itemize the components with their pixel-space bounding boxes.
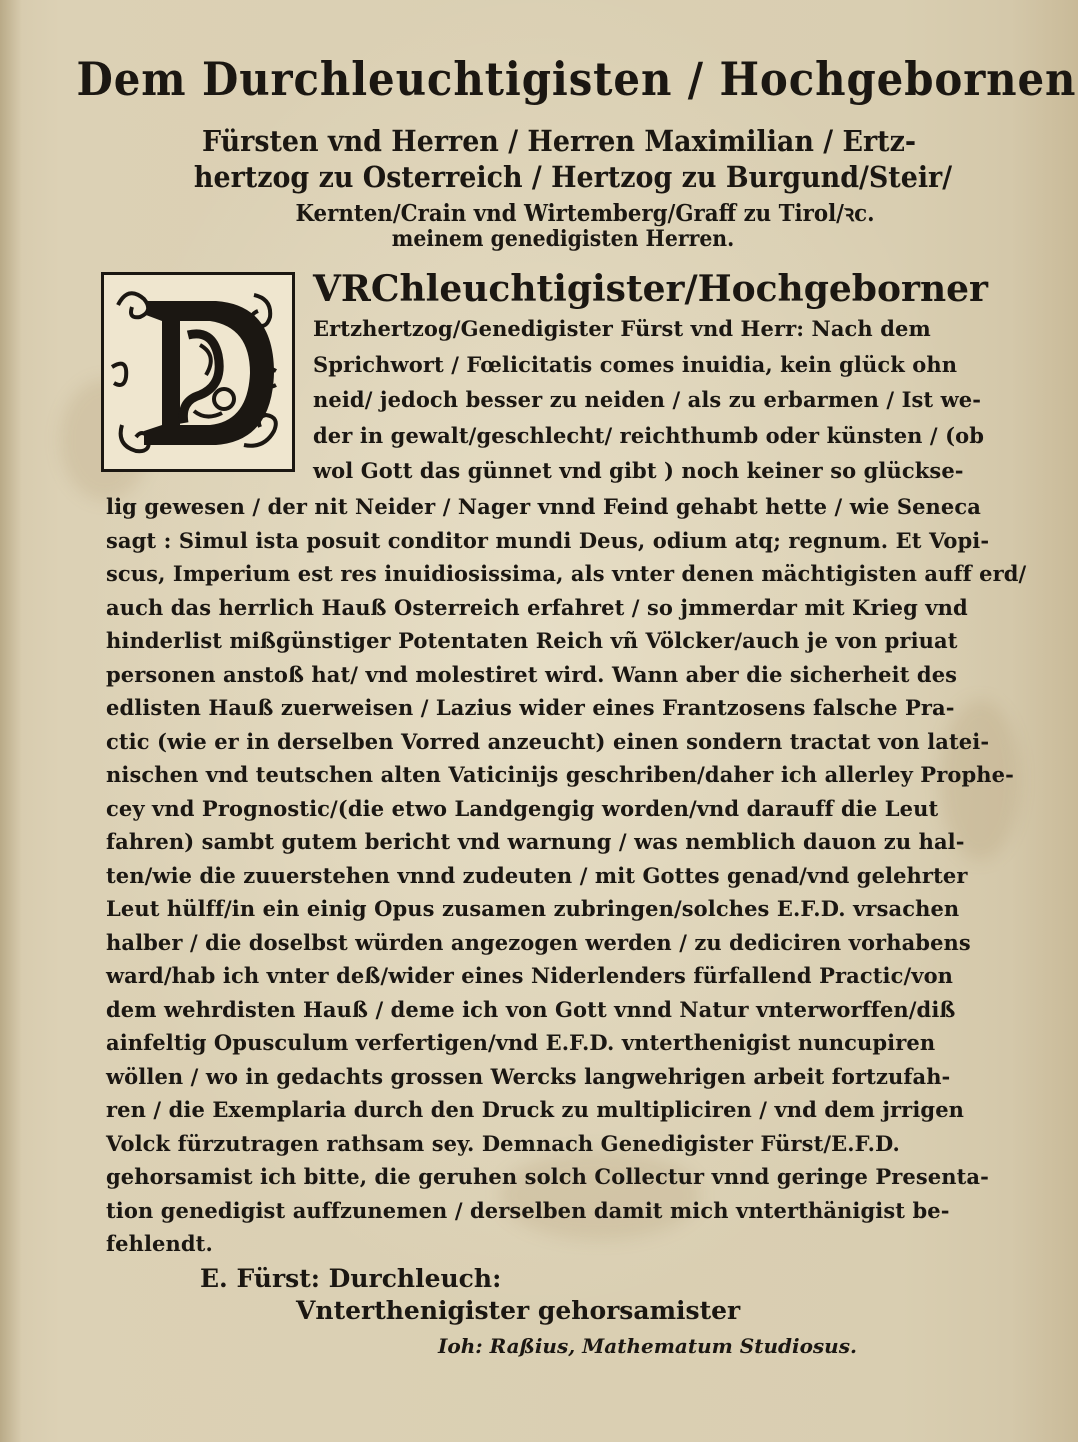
text-line: ren / die Exemplaria durch den Druck zu multipliciren / vnd dem jrrigen <box>106 1097 965 1122</box>
text-line: sagt : Simul ista posuit conditor mundi Deus, odium atq; regnum. Et Vopi- <box>106 527 990 553</box>
signature-closing: Vnterthenigister gehorsamister <box>296 1296 741 1325</box>
dedication-line-5: meinem genedigisten Herren. <box>391 226 735 252</box>
dedication-title: Dem Durchleuchtigisten / Hochgebornen <box>76 52 1077 106</box>
text-line: wöllen / wo in gedachts grossen Wercks langwehrigen arbeit fortzufah- <box>106 1063 951 1089</box>
opening-words: VRChleuchtigister/Hochgeborner <box>313 268 988 310</box>
signature-salutation: E. Fürst: Durchleuch: <box>200 1264 502 1293</box>
dedication-line-2: Fürsten vnd Herren / Herren Maximilian / Ertz- <box>201 124 917 158</box>
text-line: ten/wie die zuuerstehen vnnd zudeuten / mit Gottes genad/vnd gelehrter <box>106 862 968 888</box>
text-line: cey vnd Prognostic/(die etwo Landgengig worden/vnd darauff die Leut <box>106 795 939 821</box>
text-line: halber / die doselbst würden angezogen werden / zu dediciren vorhabens <box>106 929 971 955</box>
text-line: fahren) sambt gutem bericht vnd warnung / was nemblich dauon zu hal- <box>106 829 965 854</box>
text-line: scus, Imperium est res inuidiosissima, als vnter denen mächtigisten auff erd/ <box>106 561 1027 586</box>
text-line: nischen vnd teutschen alten Vaticinijs geschriben/daher ich allerley Prophe- <box>106 762 1014 787</box>
text-line: fehlendt. <box>106 1231 213 1256</box>
text-line: wol Gott das günnet vnd gibt ) noch keiner so glückse- <box>313 458 964 484</box>
text-line: edlisten Hauß zuerweisen / Lazius wider eines Frantzosens falsche Pra- <box>106 695 955 720</box>
text-line: dem wehrdisten Hauß / deme ich von Gott vnnd Natur vnterworffen/diß <box>106 996 956 1022</box>
text-line: lig gewesen / der nit Neider / Nager vnnd Feind gehabt hette / wie Seneca <box>106 494 981 519</box>
text-line: ward/hab ich vnter deß/wider eines Niderlenders fürfallend Practic/von <box>106 963 954 988</box>
text-line: Volck fürzutragen rathsam sey. Demnach Genedigister Fürst/E.F.D. <box>106 1130 900 1156</box>
signature-author: Ioh: Raßius, Mathematum Studiosus. <box>438 1334 857 1358</box>
text-line: ainfeltig Opusculum verfertigen/vnd E.F.D. vnterthenigist nuncupiren <box>106 1030 936 1055</box>
decorated-initial-D-icon <box>101 272 295 472</box>
text-line: personen anstoß hat/ vnd molestiret wird. Wann aber die sicherheit des <box>106 661 958 687</box>
text-line: auch das herrlich Hauß Osterreich erfahret / so jmmerdar mit Krieg vnd <box>106 594 968 620</box>
text-line: der in gewalt/geschlecht/ reichthumb oder künsten / (ob <box>313 422 985 448</box>
text-line: hinderlist mißgünstiger Potentaten Reich vñ Völcker/auch je von priuat <box>106 628 958 653</box>
dedication-line-3: hertzog zu Osterreich / Hertzog zu Burgund/Steir/ <box>193 160 953 194</box>
text-line: Ertzhertzog/Genedigister Fürst vnd Herr: Nach dem <box>313 316 931 341</box>
text-line: ctic (wie er in derselben Vorred anzeucht) einen sondern tractat von latei- <box>106 728 990 754</box>
text-line: Sprichwort / Fœlicitatis comes inuidia, kein glück ohn <box>313 351 958 377</box>
text-line: Leut hülff/in ein einig Opus zusamen zubringen/solches E.F.D. vrsachen <box>106 896 960 921</box>
text-line: tion genedigist auffzunemen / derselben damit mich vnterthänigist be- <box>106 1197 950 1223</box>
text-line: gehorsamist ich bitte, die geruhen solch Collectur vnnd geringe Presenta- <box>106 1164 989 1189</box>
text-line: neid/ jedoch besser zu neiden / als zu erbarmen / Ist we- <box>313 387 982 413</box>
dedication-line-4: Kernten/Crain vnd Wirtemberg/Graff zu Tirol/ꝛc. <box>295 200 875 227</box>
